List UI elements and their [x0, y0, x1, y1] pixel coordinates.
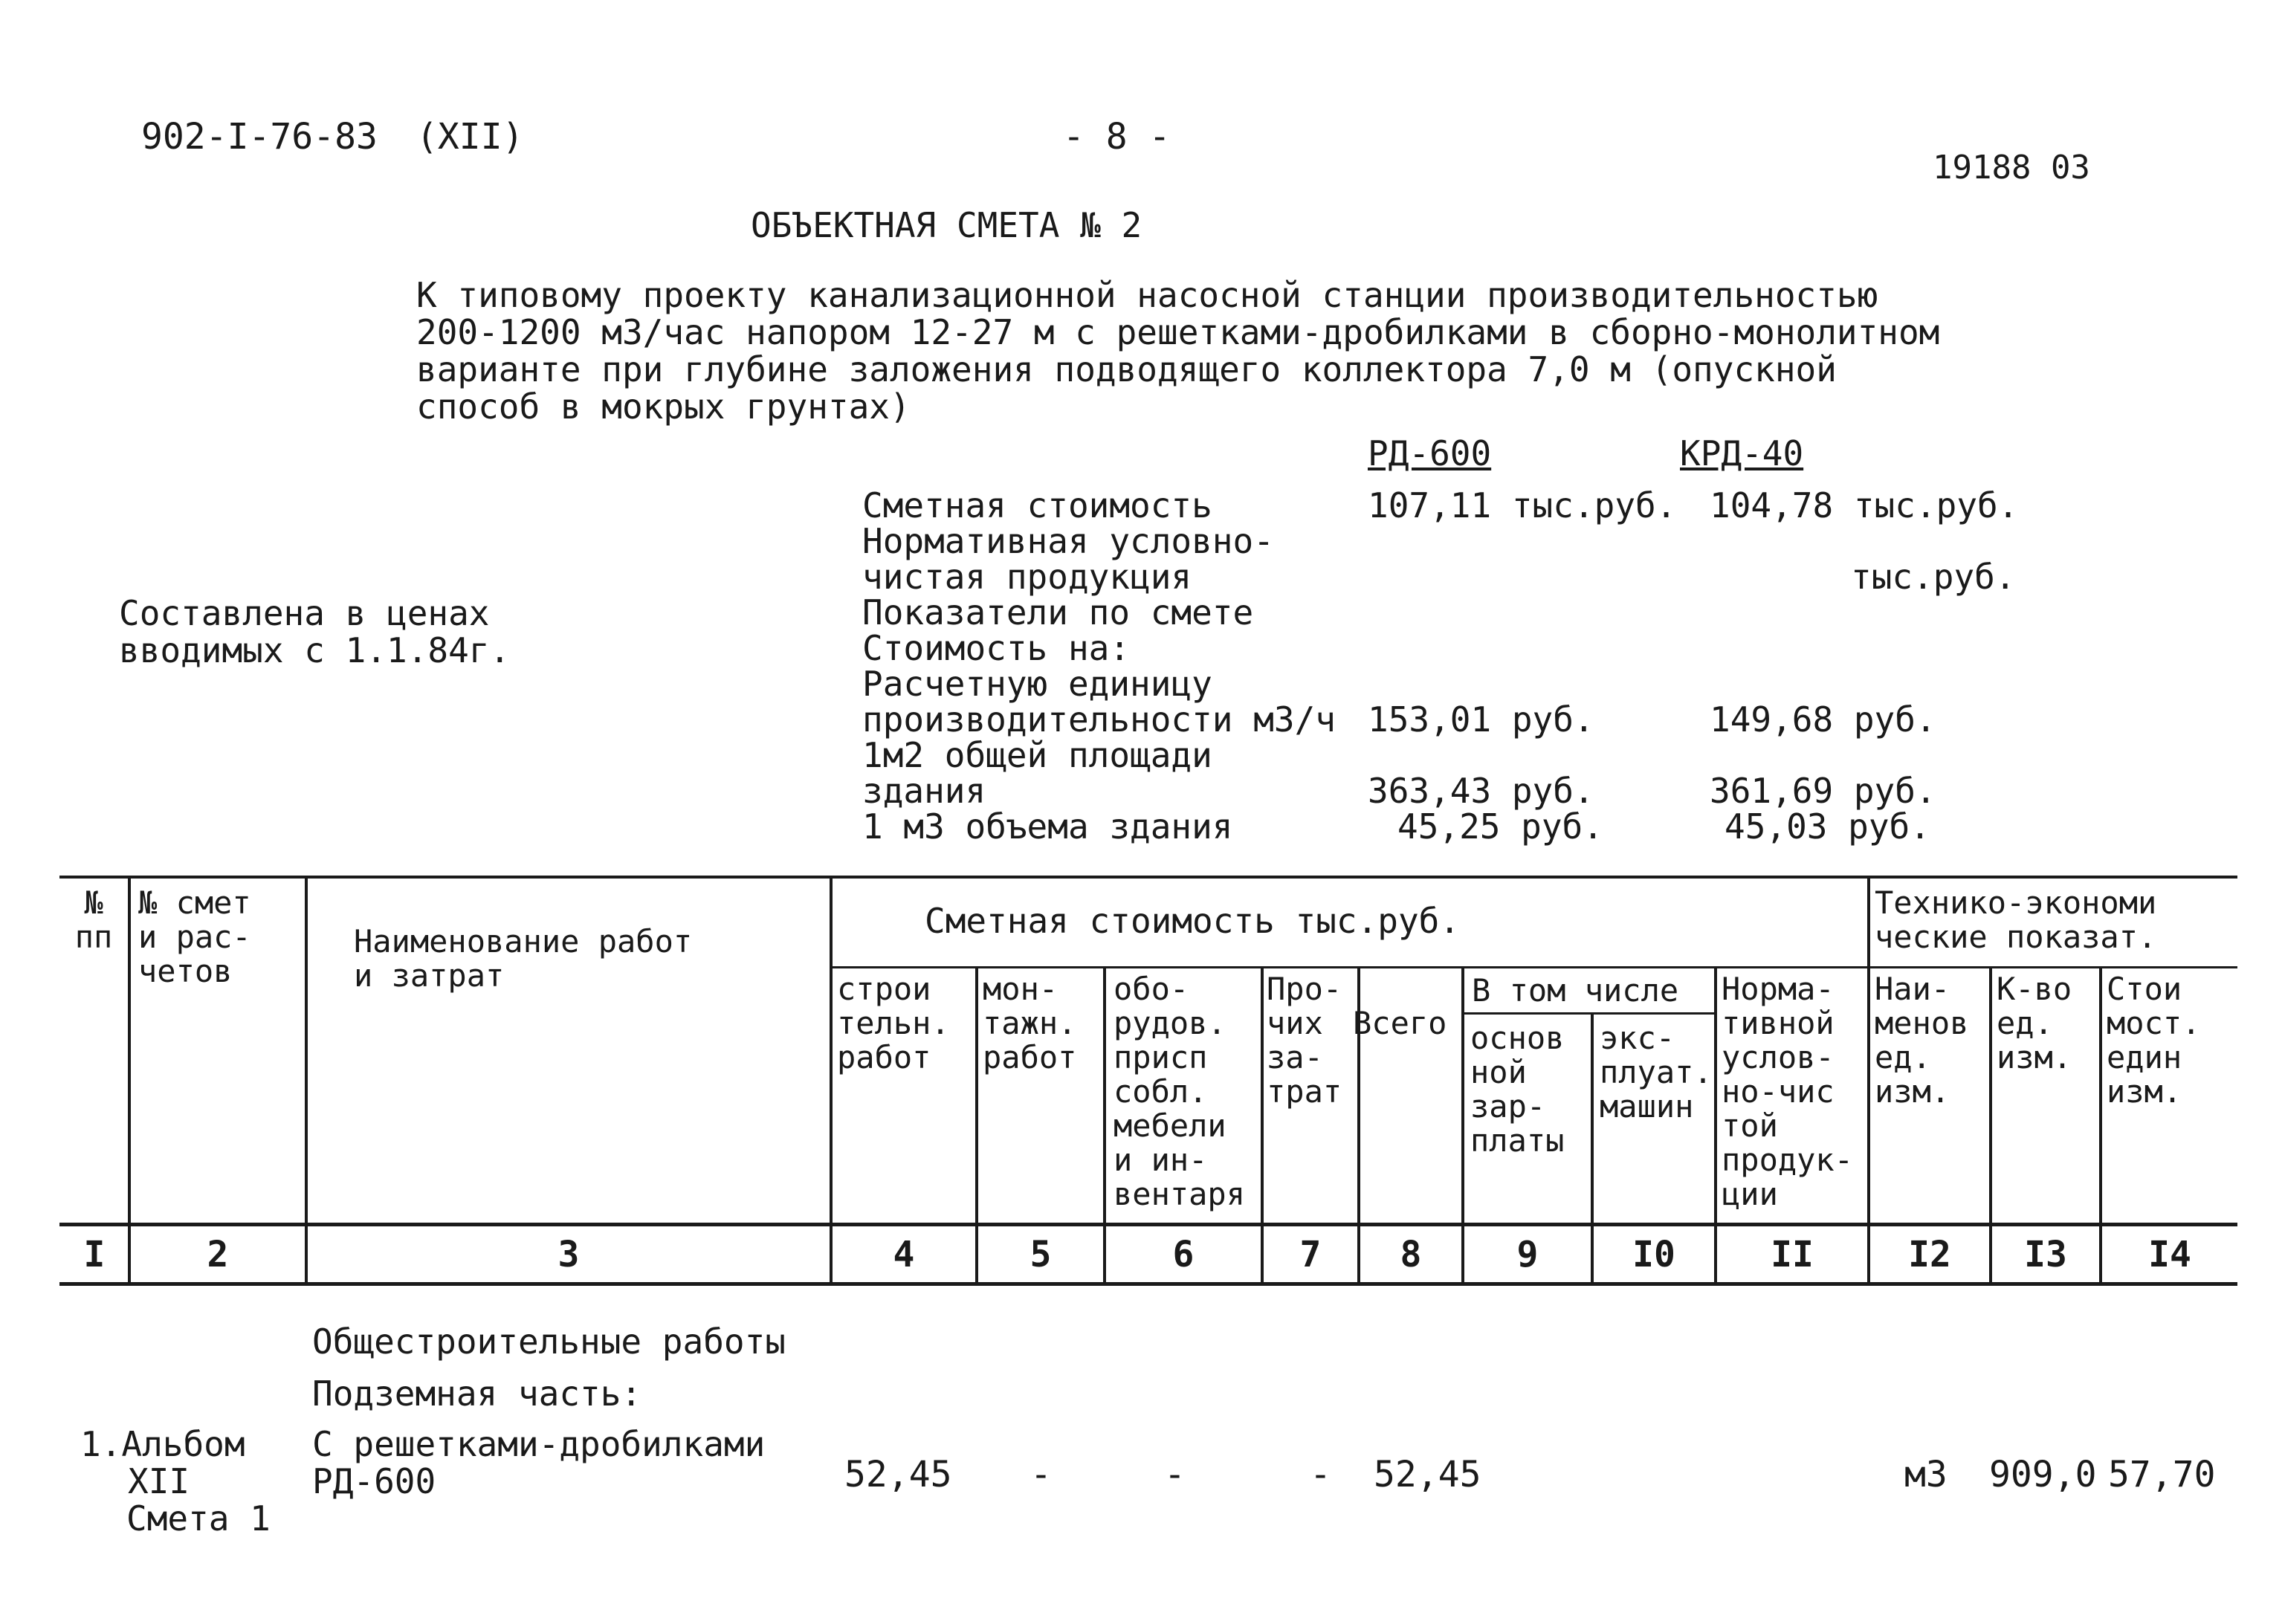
header-mounting-works: мон- тажн. работ: [983, 971, 1077, 1075]
header-tech-econ: Технико-экономи ческие показат.: [1875, 884, 2157, 955]
indicator-value-b: 149,68 руб.: [1710, 699, 1936, 740]
col-number: I2: [1908, 1234, 1951, 1275]
subtitle-line: способ в мокрых грунтах): [416, 386, 911, 427]
table-incl-line: [1461, 1012, 1714, 1015]
row-total-value: 52,45: [1374, 1454, 1481, 1495]
row-unit-price: 57,70: [2108, 1454, 2216, 1495]
header-no: № пп: [74, 884, 113, 955]
header-other-costs: Про- чих за- трат: [1267, 971, 1342, 1110]
indicator-value-a: 45,25 руб.: [1397, 806, 1603, 847]
indicator-row: [862, 806, 2052, 847]
row-work-name: С решетками-дробилками РД-600: [312, 1424, 766, 1501]
indicator-value-a: 363,43 руб.: [1368, 771, 1594, 811]
col-number: 5: [1030, 1234, 1052, 1275]
doc-title: ОБЪЕКТНАЯ СМЕТА № 2: [751, 205, 1142, 245]
col-number: I4: [2148, 1234, 2191, 1275]
header-estimated-cost: Сметная стоимость тыс.руб.: [925, 901, 1461, 941]
col-number: I: [83, 1234, 106, 1275]
prices-note-line: Составлена в ценах: [119, 593, 490, 633]
header-unit-quantity: К-во ед. изм.: [1997, 971, 2072, 1075]
row-mounting-value: -: [1030, 1454, 1052, 1495]
indicator-value-b: 45,03 руб.: [1725, 806, 1930, 847]
section-subtitle: Подземная часть:: [312, 1374, 642, 1414]
col-number: 4: [893, 1234, 915, 1275]
indicator-value-a: 107,11 тыс.руб.: [1368, 485, 1677, 525]
header-unit-price: Стои мост. един изм.: [2107, 971, 2201, 1110]
header-including: В том числе: [1472, 972, 1679, 1009]
indicator-row: [862, 557, 2052, 597]
indicator-label: здания: [862, 771, 986, 811]
archive-stamp: 19188 03: [1933, 149, 2090, 187]
indicators: [862, 485, 2052, 847]
header-unit-name: Наи- менов ед. изм.: [1875, 971, 1969, 1110]
prices-note: [119, 595, 510, 669]
col-number: 3: [557, 1234, 580, 1275]
header-estimate-ref: № смет и рас- четов: [138, 884, 251, 989]
doc-code: 902-I-76-83: [141, 116, 378, 158]
indicator-value-b: 361,69 руб.: [1710, 771, 1936, 811]
indicator-row: [862, 664, 2052, 704]
subtitle-line: варианте при глубине заложения подводящего коллектора 7,0 м (опускной: [416, 349, 1837, 389]
doc-subtitle: [416, 276, 1939, 425]
col-number: 2: [207, 1234, 229, 1275]
indicator-label: Расчетную единицу: [862, 664, 1212, 704]
indicator-label: производительности м3/ч: [862, 699, 1336, 740]
section-title: Общестроительные работы: [312, 1321, 786, 1362]
header-equipment: обо- рудов. присп собл. мебели и ин- вентаря: [1113, 971, 1246, 1212]
table-numbers-bottom: [59, 1282, 2237, 1286]
col-divider: [305, 876, 308, 1284]
row-equipment-value: -: [1164, 1454, 1186, 1495]
col-number: 7: [1299, 1234, 1322, 1275]
indicator-row: [862, 592, 2052, 633]
indicator-row: [862, 487, 2052, 523]
indicator-row: [862, 628, 2052, 668]
col-divider: [128, 876, 131, 1284]
row-unit: м3: [1904, 1454, 1948, 1495]
subtitle-line: 200-1200 м3/час напором 12-27 м с решетками-дробилками в сборно-монолитном: [416, 312, 1940, 352]
table-header-bottom: [59, 1223, 2237, 1226]
indicator-row: [862, 771, 2052, 811]
row-other-value: -: [1310, 1454, 1331, 1495]
header-machines: экс- плуат. машин: [1600, 1020, 1713, 1125]
col-divider: [1867, 876, 1870, 1284]
header-work-name: Наименование работ и затрат: [354, 923, 693, 994]
indicator-label: 1м2 общей площади: [862, 735, 1212, 775]
indicator-label: Сметная стоимость: [862, 485, 1212, 525]
indicator-label: чистая продукция: [862, 557, 1192, 597]
variant-a-label: РД-600: [1368, 433, 1492, 473]
indicator-value-b: 104,78 тыс.руб.: [1710, 485, 2019, 525]
indicator-label: Показатели по смете: [862, 592, 1254, 633]
indicator-label: Нормативная условно-: [862, 521, 1274, 561]
prices-note-line: вводимых с 1.1.84г.: [119, 630, 511, 670]
variant-b-label: КРД-40: [1680, 433, 1804, 473]
header-normative-product: Норма- тивной услов- но-чис той продук- ции: [1722, 971, 1854, 1212]
indicator-row: [862, 735, 2052, 775]
row-construction-value: 52,45: [844, 1454, 952, 1495]
header-construction-works: строи тельн. работ: [837, 971, 950, 1075]
col-number: I3: [2024, 1234, 2067, 1275]
doc-part: (XII): [416, 116, 524, 158]
col-number: I0: [1632, 1234, 1675, 1275]
table-top-border: [59, 876, 2237, 879]
indicator-value-b: тыс.руб.: [1851, 557, 2016, 597]
row-estimate-ref: 1.Альбом XII Смета 1: [80, 1424, 271, 1539]
col-number: 8: [1400, 1234, 1422, 1275]
header-base-wage: основ ной зар- платы: [1470, 1020, 1565, 1159]
col-divider: [830, 876, 833, 1284]
indicator-label: 1 м3 объема здания: [862, 806, 1233, 847]
indicator-label: Стоимость на:: [862, 628, 1131, 668]
col-number: 9: [1516, 1234, 1539, 1275]
col-number: 6: [1172, 1234, 1195, 1275]
col-number: II: [1771, 1234, 1814, 1275]
row-quantity: 909,0: [1989, 1454, 2097, 1495]
header-total: Всего: [1353, 1005, 1447, 1041]
table-subheader-line: [830, 966, 2237, 968]
indicator-row: [862, 699, 2052, 740]
subtitle-line: К типовому проекту канализационной насосной станции производительностью: [416, 275, 1878, 315]
indicator-row: [862, 521, 2052, 561]
indicator-value-a: 153,01 руб.: [1368, 699, 1594, 740]
page-number: - 8 -: [1063, 116, 1171, 158]
